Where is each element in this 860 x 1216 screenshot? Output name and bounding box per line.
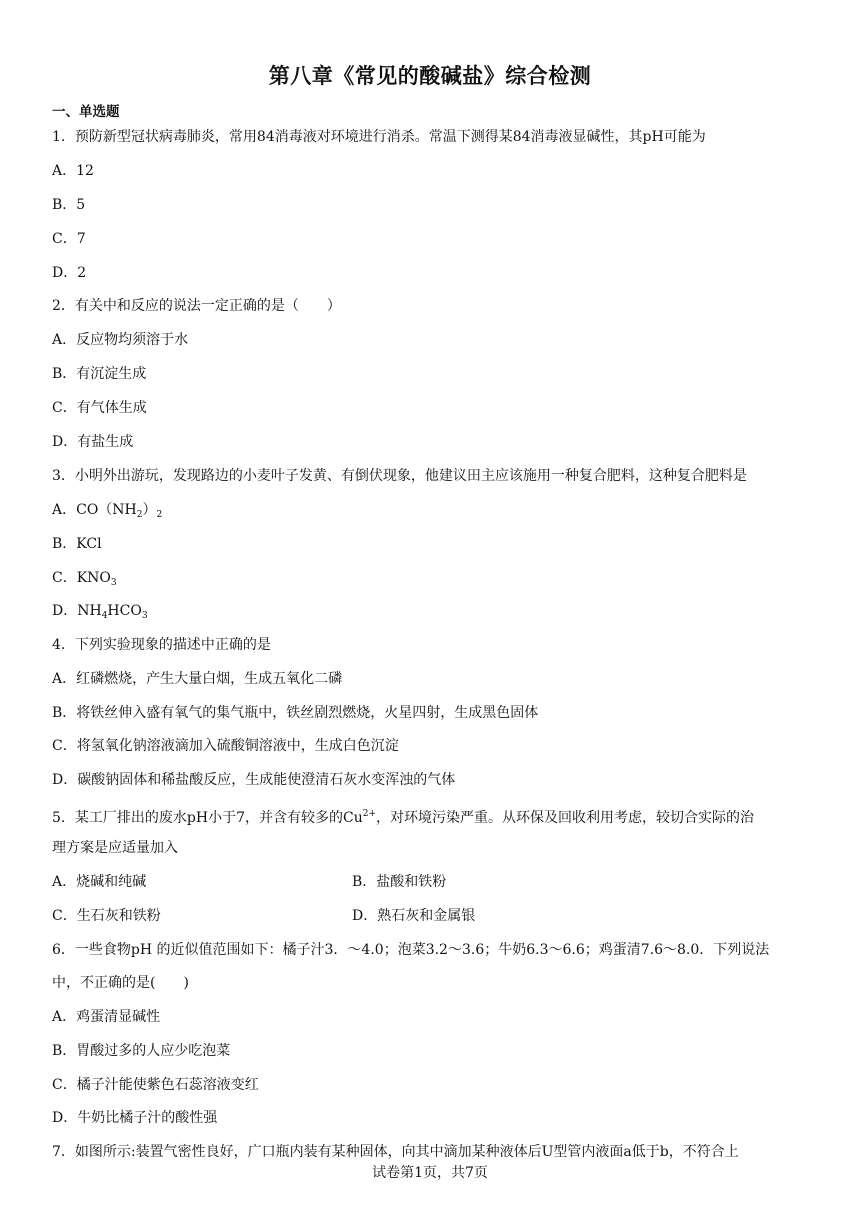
q6-stem-line2: 中，不正确的是( ) xyxy=(52,975,189,991)
q1-option-d: D．2 xyxy=(52,265,87,281)
q6-option-a: A．鸡蛋清显碱性 xyxy=(52,1009,161,1025)
q7-stem: 7．如图所示:装置气密性良好，广口瓶内装有某种固体，向其中滴加某种液体后U型管内液面a低于b，不符合上 xyxy=(52,1144,739,1160)
q5-option-c: C．生石灰和铁粉 xyxy=(52,908,161,924)
q3-option-b: B．KCl xyxy=(52,536,102,552)
q6-option-b: B．胃酸过多的人应少吃泡菜 xyxy=(52,1043,231,1059)
q5-stem-line2: 理方案是应适量加入 xyxy=(52,840,178,856)
q1-option-c: C．7 xyxy=(52,231,86,247)
q2-option-a: A．反应物均须溶于水 xyxy=(52,332,189,348)
q4-stem: 4．下列实验现象的描述中正确的是 xyxy=(52,637,271,653)
section-heading: 一、单选题 xyxy=(52,104,120,120)
q5-option-b: B．盐酸和铁粉 xyxy=(352,874,447,890)
q2-option-d: D．有盐生成 xyxy=(52,434,134,450)
q2-stem: 2．有关中和反应的说法一定正确的是（ ） xyxy=(52,298,341,314)
q5-stem-line1: 5．某工厂排出的废水pH小于7，并含有较多的$Cu^{2+}$，对环境污染严重。从环保及回收利用考虑，较切合实际的治 xyxy=(52,809,754,826)
q3-option-c: C．$KNO_3$ xyxy=(52,570,117,588)
document-title: 第八章《常见的酸碱盐》综合检测 xyxy=(268,64,592,88)
q6-stem-line1: 6．一些食物pH 的近似值范围如下：橘子汁3．～4.0；泡菜3.2～3.6；牛奶6.3～6.6；鸡蛋清7.6～8.0．下列说法 xyxy=(52,942,770,958)
q3-option-a: A．$CO(NH_2)_2$ xyxy=(52,502,163,520)
q3-stem: 3．小明外出游玩，发现路边的小麦叶子发黄、有倒伏现象，他建议田主应该施用一种复合肥料，这种复合肥料是 xyxy=(52,468,747,484)
q6-option-d: D．牛奶比橘子汁的酸性强 xyxy=(52,1110,218,1126)
q5-option-d: D．熟石灰和金属银 xyxy=(352,908,476,924)
q4-option-c: C．将氢氧化钠溶液滴加入硫酸铜溶液中，生成白色沉淀 xyxy=(52,738,399,754)
q2-option-c: C．有气体生成 xyxy=(52,400,147,416)
q5-option-a: A．烧碱和纯碱 xyxy=(52,874,147,890)
q2-option-b: B．有沉淀生成 xyxy=(52,366,147,382)
q4-option-a: A．红磷燃烧，产生大量白烟，生成五氧化二磷 xyxy=(52,671,343,687)
q4-option-b: B．将铁丝伸入盛有氧气的集气瓶中，铁丝剧烈燃烧，火星四射，生成黑色固体 xyxy=(52,705,539,721)
page-footer: 试卷第1页，共7页 xyxy=(372,1165,488,1181)
q3-option-d: D．$NH_4HCO_3$ xyxy=(52,603,148,621)
q1-stem: 1．预防新型冠状病毒肺炎，常用84消毒液对环境进行消杀。常温下测得某84消毒液显碱性，其pH可能为 xyxy=(52,129,706,145)
q1-option-b: B．5 xyxy=(52,197,86,213)
q6-option-c: C．橘子汁能使紫色石蕊溶液变红 xyxy=(52,1077,259,1093)
q4-option-d: D．碳酸钠固体和稀盐酸反应，生成能使澄清石灰水变浑浊的气体 xyxy=(52,772,456,788)
q1-option-a: A．12 xyxy=(52,163,94,179)
